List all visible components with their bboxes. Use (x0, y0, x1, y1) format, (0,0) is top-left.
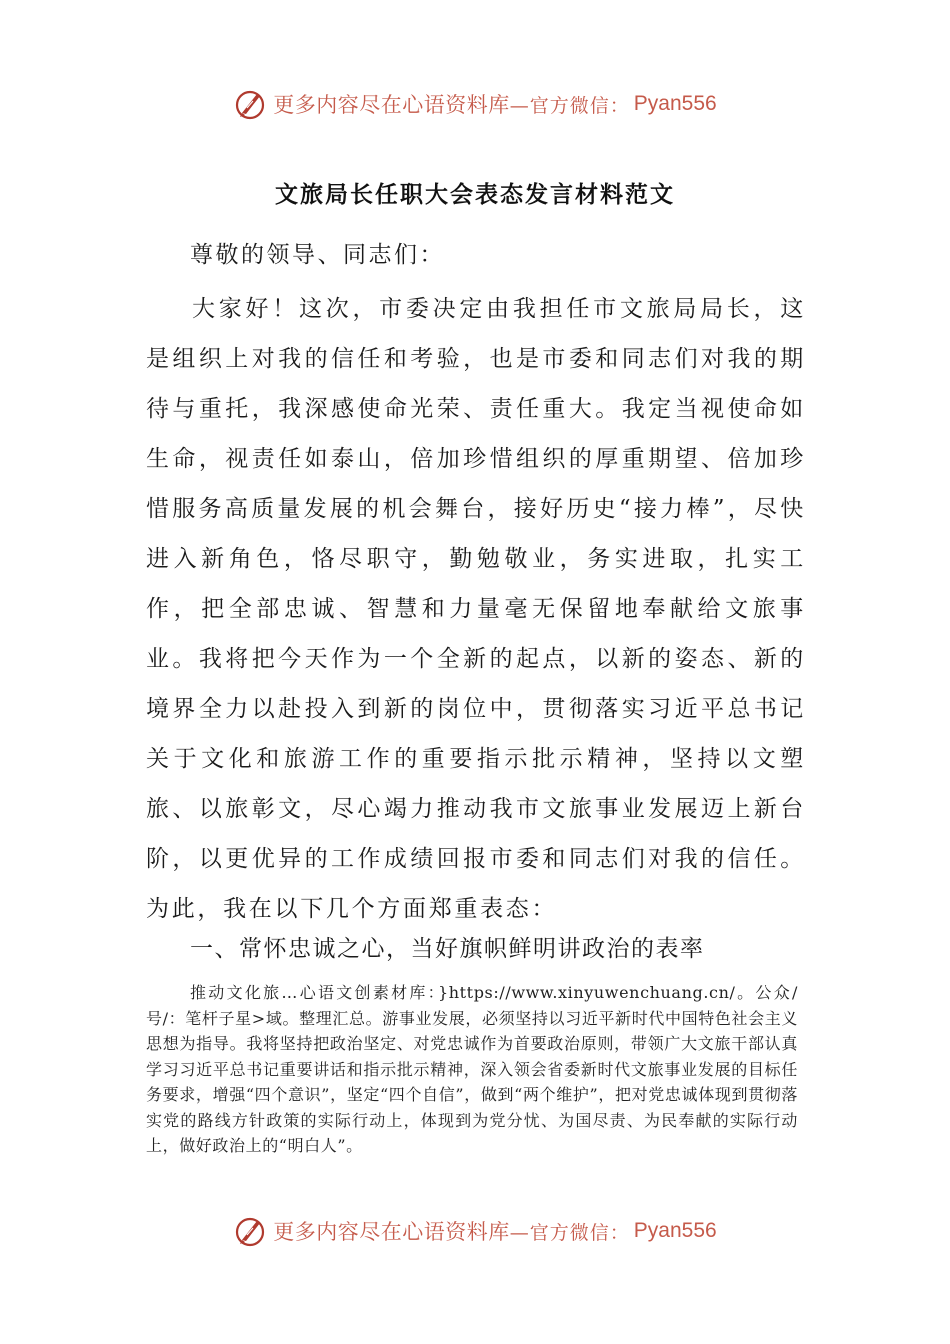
body-paragraph-2: 推动文化旅…心语文创素材库：}https://www.xinyuwenchuang.cn/。公众/号/：笔杆子星>域。整理汇总。游事业发展，必须坚持以习近平新时代中国特色社会主义思想为指导。我将坚持把政治坚定、对党忠诚作为首要政治原则，带领广大文旅干部认真学习习近平总书记重要讲话和指示批示精神，深入领会省委新时代文旅事业发展的目标任务要求，增强“四个意识”，坚定“四个自信”，做到“两个维护”，把对党忠诚体现到贯彻落实党的路线方针政策的实际行动上，体现到为党分忧、为国尽责、为民奉献的实际行动上，做好政治上的“明白人”。 (146, 983, 798, 1155)
quill-pen-circle-icon (233, 87, 267, 121)
footer-watermark-banner (0, 1211, 950, 1251)
banner-brand-text: 更多内容尽在心语资料库 (273, 1220, 510, 1244)
banner-wechat-id: Pyan556 (633, 1219, 717, 1242)
quill-pen-circle-icon (233, 1214, 267, 1248)
banner-sub-text: —官方微信： (509, 94, 630, 117)
banner-wechat-id: Pyan556 (633, 92, 717, 115)
body-paragraph-1: 大家好！这次，市委决定由我担任市文旅局局长，这是组织上对我的信任和考验，也是市委和同志们对我的期待与重托，我深感使命光荣、责任重大。我定当视使命如生命，视责任如泰山，倍加珍惜组织的厚重期望、倍加珍惜服务高质量发展的机会舞台，接好历史“接力棒”，尽快进入新角色，恪尽职守，勤勉敬业，务实进取，扎实工作，把全部忠诚、智慧和力量毫无保留地奉献给文旅事业。我将把今天作为一个全新的起点，以新的姿态、新的境界全力以赴投入到新的岗位中，贯彻落实习近平总书记关于文化和旅游工作的重要指示批示精神，坚持以文塑旅、以旅彰文，尽心竭力推动我市文旅事业发展迈上新台阶，以更优异的工作成绩回报市委和同志们对我的信任。为此，我在以下几个方面郑重表态： (146, 296, 806, 922)
document-title: 文旅局长任职大会表态发言材料范文 (275, 181, 675, 208)
section-heading-1: 一、常怀忠诚之心，当好旗帜鲜明讲政治的表率 (190, 936, 705, 962)
banner-brand-text: 更多内容尽在心语资料库 (273, 93, 510, 117)
banner-sub-text: —官方微信： (509, 1221, 630, 1244)
salutation: 尊敬的领导、同志们： (190, 242, 445, 268)
header-watermark-banner (0, 84, 950, 124)
